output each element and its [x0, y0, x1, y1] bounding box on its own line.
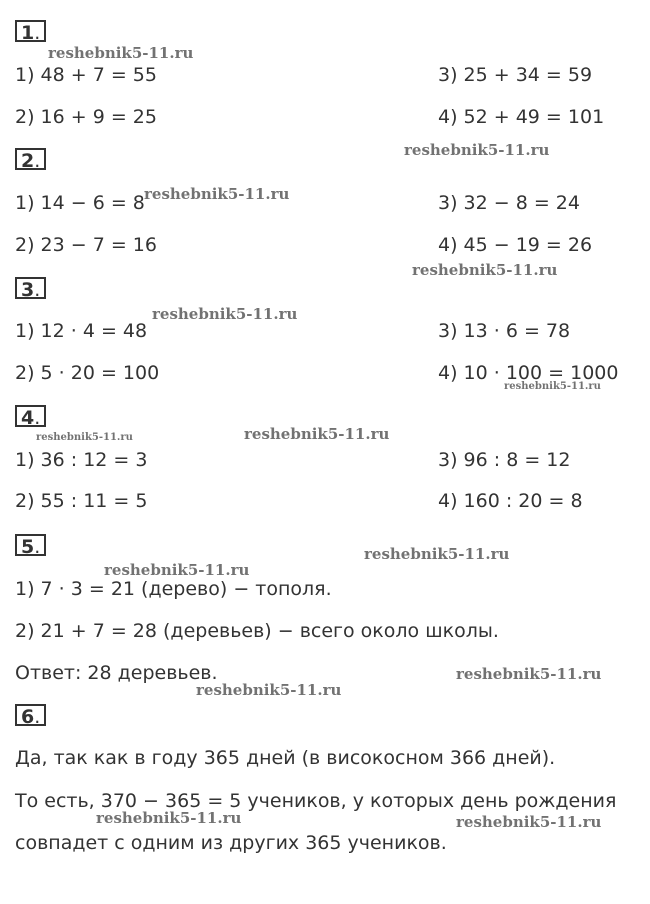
- task-number-text: 6: [21, 706, 35, 728]
- watermark: reshebnik5-11.ru: [456, 665, 602, 683]
- watermark: reshebnik5-11.ru: [504, 381, 601, 392]
- task-number-text: 3: [21, 279, 35, 301]
- task-1-number: 1.: [15, 20, 46, 42]
- task-number-text: 4: [21, 407, 35, 429]
- task-3-item-4: 4) 10 · 100 = 1000: [438, 362, 619, 384]
- task-6-line-1: Да, так как в году 365 дней (в високосном 366 дней).: [15, 747, 556, 769]
- task-3-number: 3.: [15, 277, 46, 299]
- task-1-item-4: 4) 52 + 49 = 101: [438, 106, 605, 128]
- task-5-line-1: 1) 7 · 3 = 21 (дерево) − тополя.: [15, 578, 332, 600]
- watermark: reshebnik5-11.ru: [456, 813, 602, 831]
- watermark: reshebnik5-11.ru: [36, 432, 133, 443]
- task-2-item-2: 2) 23 − 7 = 16: [15, 234, 157, 256]
- task-2-item-3: 3) 32 − 8 = 24: [438, 192, 580, 214]
- task-2-item-1: 1) 14 − 6 = 8: [15, 192, 145, 214]
- task-6-number: 6.: [15, 704, 46, 726]
- task-6-line-2: То есть, 370 − 365 = 5 учеников, у которых день рождения: [15, 790, 617, 812]
- task-3-item-1: 1) 12 · 4 = 48: [15, 320, 148, 342]
- task-3-item-2: 2) 5 · 20 = 100: [15, 362, 160, 384]
- task-2-number: 2.: [15, 148, 46, 170]
- task-2-item-4: 4) 45 − 19 = 26: [438, 234, 593, 256]
- watermark: reshebnik5-11.ru: [96, 809, 242, 827]
- task-4-number: 4.: [15, 405, 46, 427]
- task-number-text: 2: [21, 150, 35, 172]
- task-1-item-1: 1) 48 + 7 = 55: [15, 64, 157, 86]
- task-4-item-1: 1) 36 : 12 = 3: [15, 449, 148, 471]
- task-number-text: 1: [21, 22, 35, 44]
- task-1-item-3: 3) 25 + 34 = 59: [438, 64, 593, 86]
- watermark: reshebnik5-11.ru: [48, 44, 194, 62]
- watermark: reshebnik5-11.ru: [244, 425, 390, 443]
- watermark: reshebnik5-11.ru: [196, 681, 342, 699]
- task-4-item-4: 4) 160 : 20 = 8: [438, 490, 583, 512]
- task-4-item-2: 2) 55 : 11 = 5: [15, 490, 148, 512]
- task-number-text: 5: [21, 536, 35, 558]
- watermark: reshebnik5-11.ru: [364, 545, 510, 563]
- watermark: reshebnik5-11.ru: [152, 305, 298, 323]
- watermark: reshebnik5-11.ru: [104, 561, 250, 579]
- task-3-item-3: 3) 13 · 6 = 78: [438, 320, 571, 342]
- task-5-number: 5.: [15, 534, 46, 556]
- watermark: reshebnik5-11.ru: [144, 185, 290, 203]
- watermark: reshebnik5-11.ru: [404, 141, 550, 159]
- task-1-item-2: 2) 16 + 9 = 25: [15, 106, 157, 128]
- task-5-answer: Ответ: 28 деревьев.: [15, 662, 218, 684]
- task-6-line-3: совпадет с одним из других 365 учеников.: [15, 832, 447, 854]
- task-5-line-2: 2) 21 + 7 = 28 (деревьев) − всего около школы.: [15, 620, 499, 642]
- watermark: reshebnik5-11.ru: [412, 261, 558, 279]
- task-4-item-3: 3) 96 : 8 = 12: [438, 449, 571, 471]
